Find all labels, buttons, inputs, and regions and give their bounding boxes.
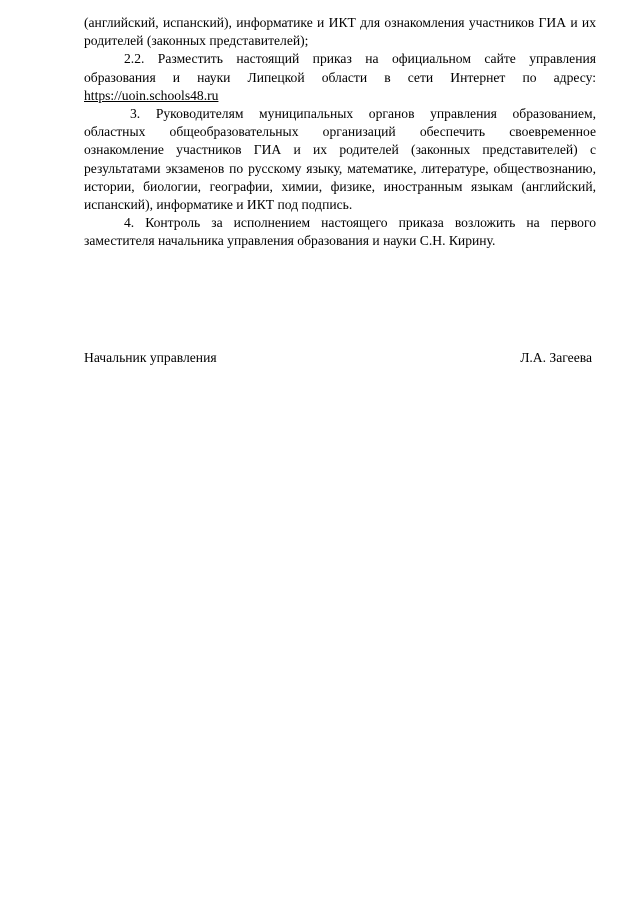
signature-name: Л.А. Загеева bbox=[520, 350, 592, 365]
paragraph-3: 3. Руководителям муниципальных органов управления образованием, областных общеобразовательных организаций обеспечить своевременное ознакомление участников ГИА и их родителей (законных представителей) с результатами экзаменов по русскому языку, математике, литературе, обществознанию, истории, биологии, географии, химии, физике, иностранным языкам (английский, испанский), информатике и ИКТ под подпись. bbox=[84, 106, 596, 213]
signature-position: Начальник управления bbox=[84, 350, 217, 365]
paragraph-4: 4. Контроль за исполнением настоящего приказа возложить на первого заместителя начальника управления образования и науки С.Н. Кирину. bbox=[84, 215, 596, 249]
document-body bbox=[84, 14, 596, 251]
website-link[interactable]: https://uoin.schools48.ru bbox=[84, 87, 219, 103]
signature-block bbox=[84, 349, 592, 367]
paragraph-continuation: (английский, испанский), информатике и ИКТ для ознакомления участников ГИА и их родителей (законных представителей); bbox=[84, 15, 596, 49]
paragraph-2-2-text: 2.2. Разместить настоящий приказ на официальном сайте управления образования и науки Липецкой области в сети Интернет по адресу: bbox=[84, 51, 596, 85]
paragraph-2-2 bbox=[84, 50, 596, 105]
